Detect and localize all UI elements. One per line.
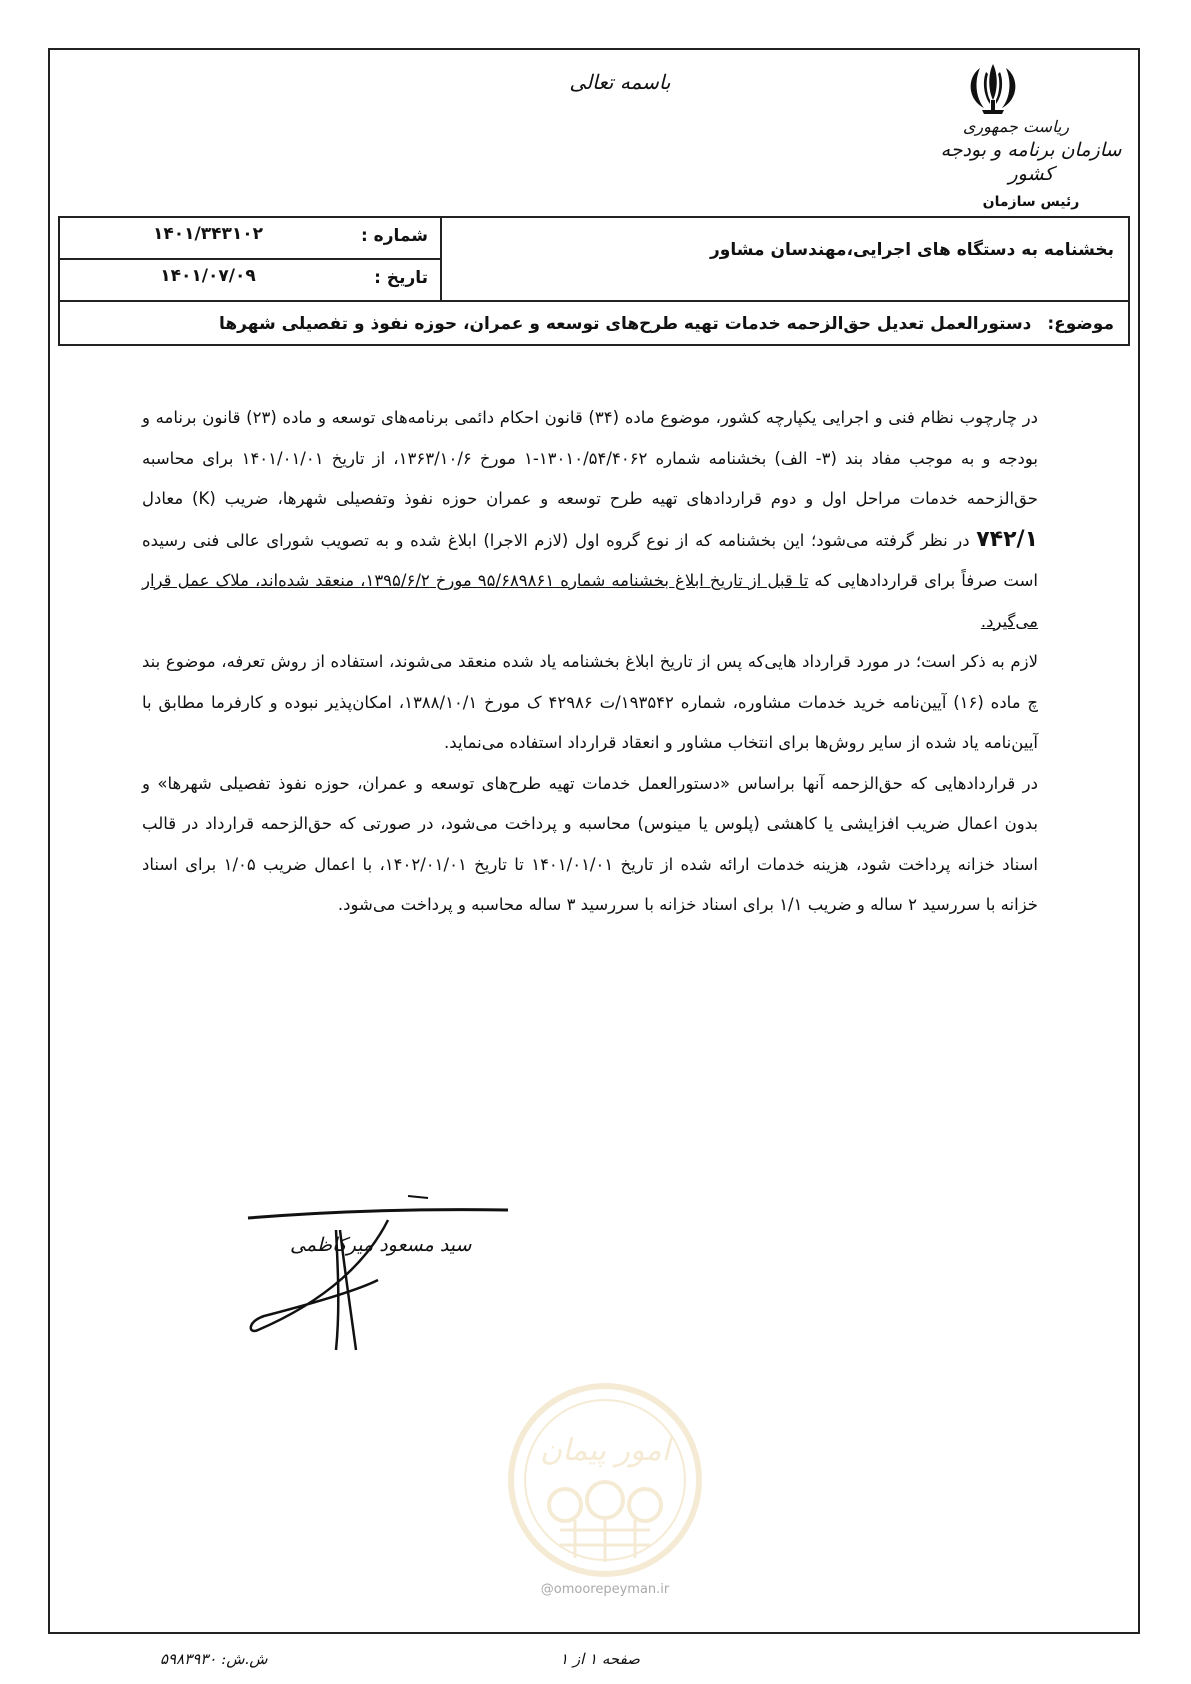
org-presidency: ریاست جمهوری — [962, 117, 1070, 136]
bismillah: باسمه تعالی — [569, 70, 671, 94]
subject-row — [219, 314, 1114, 334]
paragraph-1-underlined: تا قبل از تاریخ ابلاغ بخشنامه شماره ۹۵/۶۸۹۸۶۱ مورخ ۱۳۹۵/۶/۲، منعقد شده‌اند، ملاک عمل قرار می‌گیرد. — [142, 571, 1038, 631]
paragraph-2: لازم به ذکر است؛ در مورد قرارداد هایی‌که پس از تاریخ ابلاغ بخشنامه یاد شده منعقد می‌شوند، استفاده از روش تعرفه، موضوع بند چ ماده (۱۶) آیین‌نامه خرید خدمات مشاوره، شماره ۱۹۳۵۴۲/ت ۴۲۹۸۶ ک مورخ ۱۳۸۸/۱۰/۱، امکان‌پذیر نبوده و کارفرما مطابق با آیین‌نامه یاد شده از سایر روش‌ها برای انتخاب مشاور و انعقاد قرارداد استفاده می‌نماید. — [142, 652, 1039, 752]
letter-info-box — [58, 216, 1130, 346]
page-number: صفحه ۱ از ۱ — [560, 1650, 640, 1668]
document-code: ش.ش: ۵۹۸۳۹۳۰ — [160, 1650, 268, 1668]
number-label: شماره : — [360, 226, 428, 246]
org-name: سازمان برنامه و بودجه کشور — [940, 139, 1122, 185]
divider — [440, 218, 442, 300]
paragraph-1-part-1: در چارچوب نظام فنی و اجرایی یکپارچه کشور، موضوع ماده (۳۴) قانون احکام دائمی برنامه‌های توسعه و ماده (۲۳) قانون برنامه و بودجه و به موجب مفاد بند (۳- الف) بخشنامه شماره ۱۳۰۱۰/۵۴/۴۰۶۲-۱ مورخ ۱۳۶۳/۱۰/۶، از تاریخ ۱۴۰۱/۰۱/۰۱ برای محاسبه حق‌الزحمه خدمات مراحل اول و دوم قراردادهای تهیه طرح توسعه و عمران حوزه نفوذ وتفصیلی شهرها، ضریب (K) معادل — [142, 408, 1039, 508]
subject-label: موضوع: — [1047, 314, 1114, 334]
subject-text: دستورالعمل تعدیل حق‌الزحمه خدمات تهیه طرح‌های توسعه و عمران، حوزه نفوذ و تفصیلی شهرها — [219, 314, 1032, 334]
iran-emblem-icon — [960, 60, 1026, 116]
letter-body — [142, 398, 1038, 926]
paragraph-3: در قراردادهایی که حق‌الزحمه آنها براساس «دستورالعمل خدمات تهیه طرح‌های توسعه و عمران، حوزه نفوذ تفصیلی شهرها» و بدون اعمال ضریب افزایشی یا کاهشی (پلوس یا مینوس) محاسبه و پرداخت می‌شود، در صورتی که حق‌الزحمه قرارداد در قالب اسناد خزانه پرداخت شود، هزینه خدمات ارائه شده از تاریخ ۱۴۰۱/۰۱/۰۱ تا تاریخ ۱۴۰۲/۰۱/۰۱، با اعمال ضریب ۱/۰۵ برای اسناد خزانه با سررسید ۲ ساله و ضریب ۱/۱ برای اسناد خزانه با سررسید ۳ ساله محاسبه و پرداخت می‌شود. — [142, 773, 1038, 914]
divider — [60, 258, 440, 260]
signer-name: سید مسعود میرکاظمی — [290, 1234, 472, 1256]
letter-number: ۱۴۰۱/۳۴۳۱۰۲ — [153, 224, 263, 244]
handwritten-signature — [238, 1190, 518, 1370]
k-coefficient: ۷۴۲/۱ — [976, 526, 1038, 552]
divider — [60, 300, 1128, 302]
watermark-logo-text: امور پیمان — [540, 1433, 670, 1468]
paragraph-1 — [142, 398, 1038, 642]
recipient: بخشنامه به دستگاه های اجرایی،مهندسان مشاور — [709, 240, 1114, 260]
org-head-title: رئیس سازمان — [982, 194, 1080, 210]
date-label: تاریخ : — [374, 268, 428, 288]
organization-block — [931, 116, 1131, 214]
letter-date: ۱۴۰۱/۰۷/۰۹ — [160, 266, 256, 286]
watermark-url: @omoorepeyman.ir — [540, 1582, 670, 1597]
omoorepeyman-logo-icon — [505, 1380, 705, 1580]
paragraph-1-part-2: در نظر گرفته می‌شود؛ این بخشنامه که از نوع گروه اول (لازم الاجرا) ابلاغ شده و به تصویب شورای عالی فنی رسیده است صرفاً برای قراردادهایی که — [142, 530, 1038, 590]
